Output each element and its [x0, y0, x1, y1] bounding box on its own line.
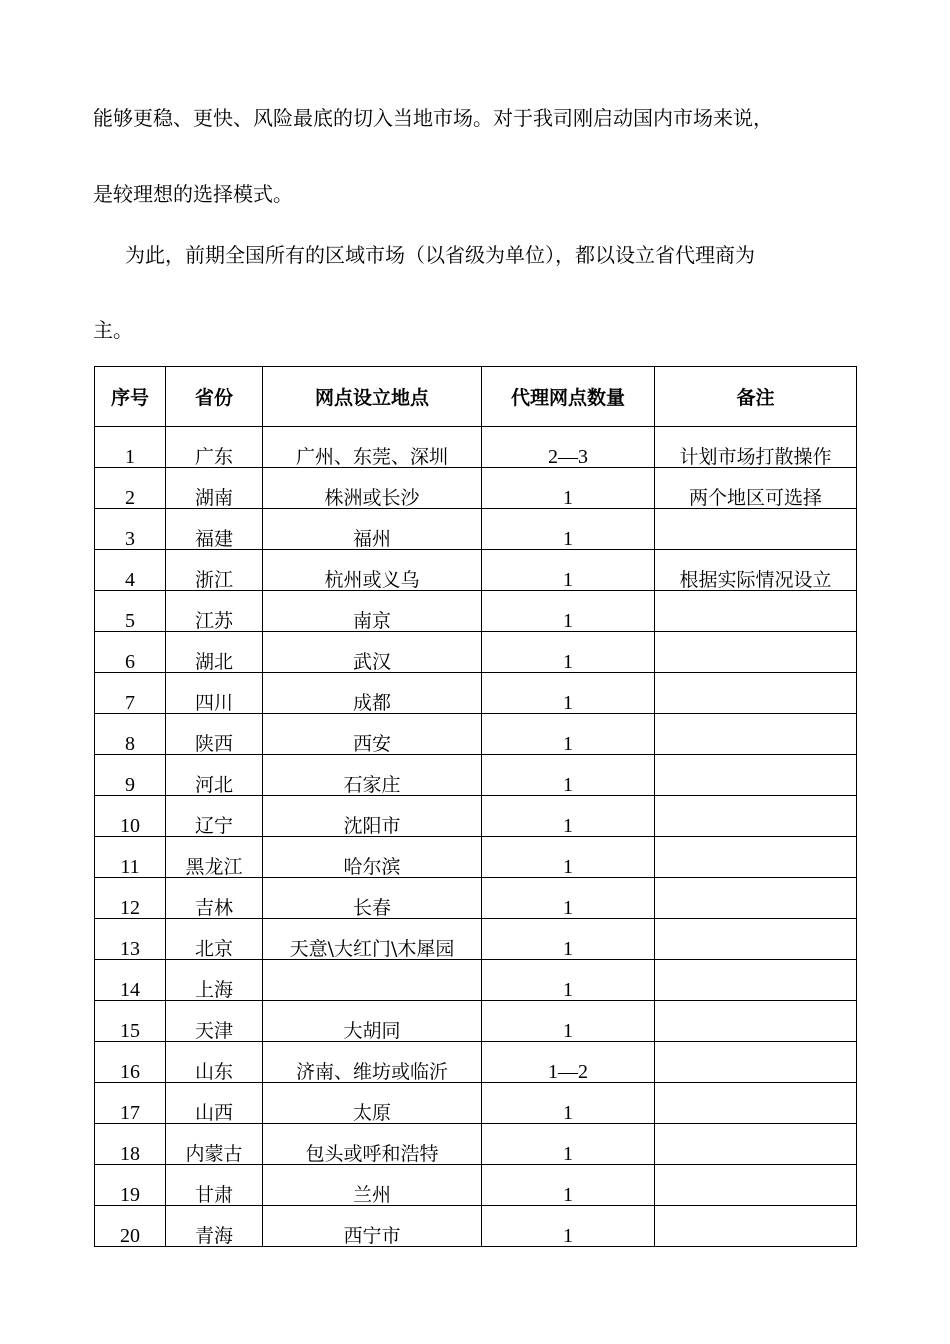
cell-location: 广州、东莞、深圳	[263, 427, 482, 468]
agent-network-table	[94, 366, 857, 1247]
cell-index: 4	[95, 550, 166, 591]
cell-location: 南京	[263, 591, 482, 632]
cell-index: 17	[95, 1083, 166, 1124]
cell-index: 13	[95, 919, 166, 960]
cell-province: 上海	[166, 960, 263, 1001]
cell-location: 包头或呼和浩特	[263, 1124, 482, 1165]
cell-agent-count: 1	[482, 960, 655, 1001]
cell-remarks	[655, 755, 857, 796]
paragraph-line-2: 是较理想的选择模式。	[93, 182, 293, 206]
cell-location: 福州	[263, 509, 482, 550]
cell-agent-count: 1	[482, 632, 655, 673]
table-row	[95, 1165, 857, 1206]
cell-province: 四川	[166, 673, 263, 714]
cell-agent-count: 1	[482, 673, 655, 714]
header-province: 省份	[166, 367, 263, 427]
table-row	[95, 427, 857, 468]
cell-index: 8	[95, 714, 166, 755]
cell-agent-count: 1	[482, 591, 655, 632]
table-row	[95, 919, 857, 960]
cell-agent-count: 1	[482, 837, 655, 878]
cell-index: 19	[95, 1165, 166, 1206]
paragraph-line-4: 主。	[93, 318, 133, 342]
cell-province: 浙江	[166, 550, 263, 591]
cell-index: 6	[95, 632, 166, 673]
cell-index: 3	[95, 509, 166, 550]
cell-agent-count: 1	[482, 796, 655, 837]
cell-location: 兰州	[263, 1165, 482, 1206]
cell-index: 15	[95, 1001, 166, 1042]
cell-index: 20	[95, 1206, 166, 1247]
cell-province: 黑龙江	[166, 837, 263, 878]
cell-location: 杭州或义乌	[263, 550, 482, 591]
cell-agent-count: 1	[482, 1083, 655, 1124]
cell-location: 天意\大红门\木犀园	[263, 919, 482, 960]
table-header-row	[95, 367, 857, 427]
cell-location: 沈阳市	[263, 796, 482, 837]
cell-location: 武汉	[263, 632, 482, 673]
cell-province: 江苏	[166, 591, 263, 632]
cell-agent-count: 1—2	[482, 1042, 655, 1083]
table-row	[95, 1083, 857, 1124]
cell-agent-count: 1	[482, 755, 655, 796]
cell-index: 10	[95, 796, 166, 837]
cell-index: 16	[95, 1042, 166, 1083]
table-row	[95, 632, 857, 673]
cell-province: 山东	[166, 1042, 263, 1083]
cell-location: 西宁市	[263, 1206, 482, 1247]
cell-remarks	[655, 632, 857, 673]
cell-remarks	[655, 591, 857, 632]
cell-remarks	[655, 714, 857, 755]
cell-remarks	[655, 960, 857, 1001]
cell-location	[263, 960, 482, 1001]
cell-remarks	[655, 1001, 857, 1042]
cell-remarks	[655, 919, 857, 960]
cell-location: 济南、维坊或临沂	[263, 1042, 482, 1083]
cell-location: 成都	[263, 673, 482, 714]
header-index: 序号	[95, 367, 166, 427]
cell-agent-count: 1	[482, 1165, 655, 1206]
cell-remarks: 计划市场打散操作	[655, 427, 857, 468]
cell-index: 12	[95, 878, 166, 919]
cell-remarks	[655, 1042, 857, 1083]
cell-remarks	[655, 878, 857, 919]
cell-province: 湖南	[166, 468, 263, 509]
cell-agent-count: 1	[482, 919, 655, 960]
table-row	[95, 1124, 857, 1165]
table-row	[95, 591, 857, 632]
table-body	[95, 427, 857, 1247]
cell-province: 广东	[166, 427, 263, 468]
cell-location: 太原	[263, 1083, 482, 1124]
cell-province: 山西	[166, 1083, 263, 1124]
table-row	[95, 960, 857, 1001]
cell-location: 哈尔滨	[263, 837, 482, 878]
cell-agent-count: 1	[482, 550, 655, 591]
cell-agent-count: 1	[482, 1206, 655, 1247]
cell-remarks	[655, 1206, 857, 1247]
cell-index: 9	[95, 755, 166, 796]
table-row	[95, 673, 857, 714]
cell-location: 西安	[263, 714, 482, 755]
cell-agent-count: 1	[482, 714, 655, 755]
table-row	[95, 1206, 857, 1247]
cell-remarks	[655, 837, 857, 878]
cell-province: 甘肃	[166, 1165, 263, 1206]
cell-province: 青海	[166, 1206, 263, 1247]
cell-province: 天津	[166, 1001, 263, 1042]
cell-index: 2	[95, 468, 166, 509]
table-row	[95, 714, 857, 755]
table-row	[95, 468, 857, 509]
cell-index: 1	[95, 427, 166, 468]
cell-agent-count: 1	[482, 1124, 655, 1165]
cell-province: 河北	[166, 755, 263, 796]
table-row	[95, 1042, 857, 1083]
cell-province: 陕西	[166, 714, 263, 755]
cell-index: 11	[95, 837, 166, 878]
cell-province: 内蒙古	[166, 1124, 263, 1165]
cell-location: 石家庄	[263, 755, 482, 796]
cell-province: 北京	[166, 919, 263, 960]
cell-agent-count: 1	[482, 878, 655, 919]
cell-index: 7	[95, 673, 166, 714]
cell-province: 湖北	[166, 632, 263, 673]
cell-remarks	[655, 1165, 857, 1206]
table-row	[95, 755, 857, 796]
table-row	[95, 878, 857, 919]
cell-location: 株洲或长沙	[263, 468, 482, 509]
table-row	[95, 796, 857, 837]
paragraph-line-1: 能够更稳、更快、风险最底的切入当地市场。对于我司刚启动国内市场来说，	[93, 106, 773, 130]
cell-agent-count: 1	[482, 468, 655, 509]
cell-agent-count: 2—3	[482, 427, 655, 468]
table-row	[95, 1001, 857, 1042]
cell-remarks: 两个地区可选择	[655, 468, 857, 509]
agent-network-table-container	[94, 366, 857, 1247]
table-row	[95, 837, 857, 878]
cell-province: 辽宁	[166, 796, 263, 837]
header-location: 网点设立地点	[263, 367, 482, 427]
cell-index: 18	[95, 1124, 166, 1165]
cell-remarks	[655, 796, 857, 837]
cell-remarks	[655, 1083, 857, 1124]
cell-remarks: 根据实际情况设立	[655, 550, 857, 591]
cell-agent-count: 1	[482, 1001, 655, 1042]
cell-remarks	[655, 509, 857, 550]
cell-index: 14	[95, 960, 166, 1001]
cell-province: 福建	[166, 509, 263, 550]
cell-index: 5	[95, 591, 166, 632]
table-row	[95, 550, 857, 591]
cell-remarks	[655, 1124, 857, 1165]
cell-location: 长春	[263, 878, 482, 919]
paragraph-line-3: 为此，前期全国所有的区域市场（以省级为单位），都以设立省代理商为	[125, 243, 755, 267]
header-remarks: 备注	[655, 367, 857, 427]
cell-province: 吉林	[166, 878, 263, 919]
cell-remarks	[655, 673, 857, 714]
cell-agent-count: 1	[482, 509, 655, 550]
header-agent-count: 代理网点数量	[482, 367, 655, 427]
cell-location: 大胡同	[263, 1001, 482, 1042]
table-row	[95, 509, 857, 550]
